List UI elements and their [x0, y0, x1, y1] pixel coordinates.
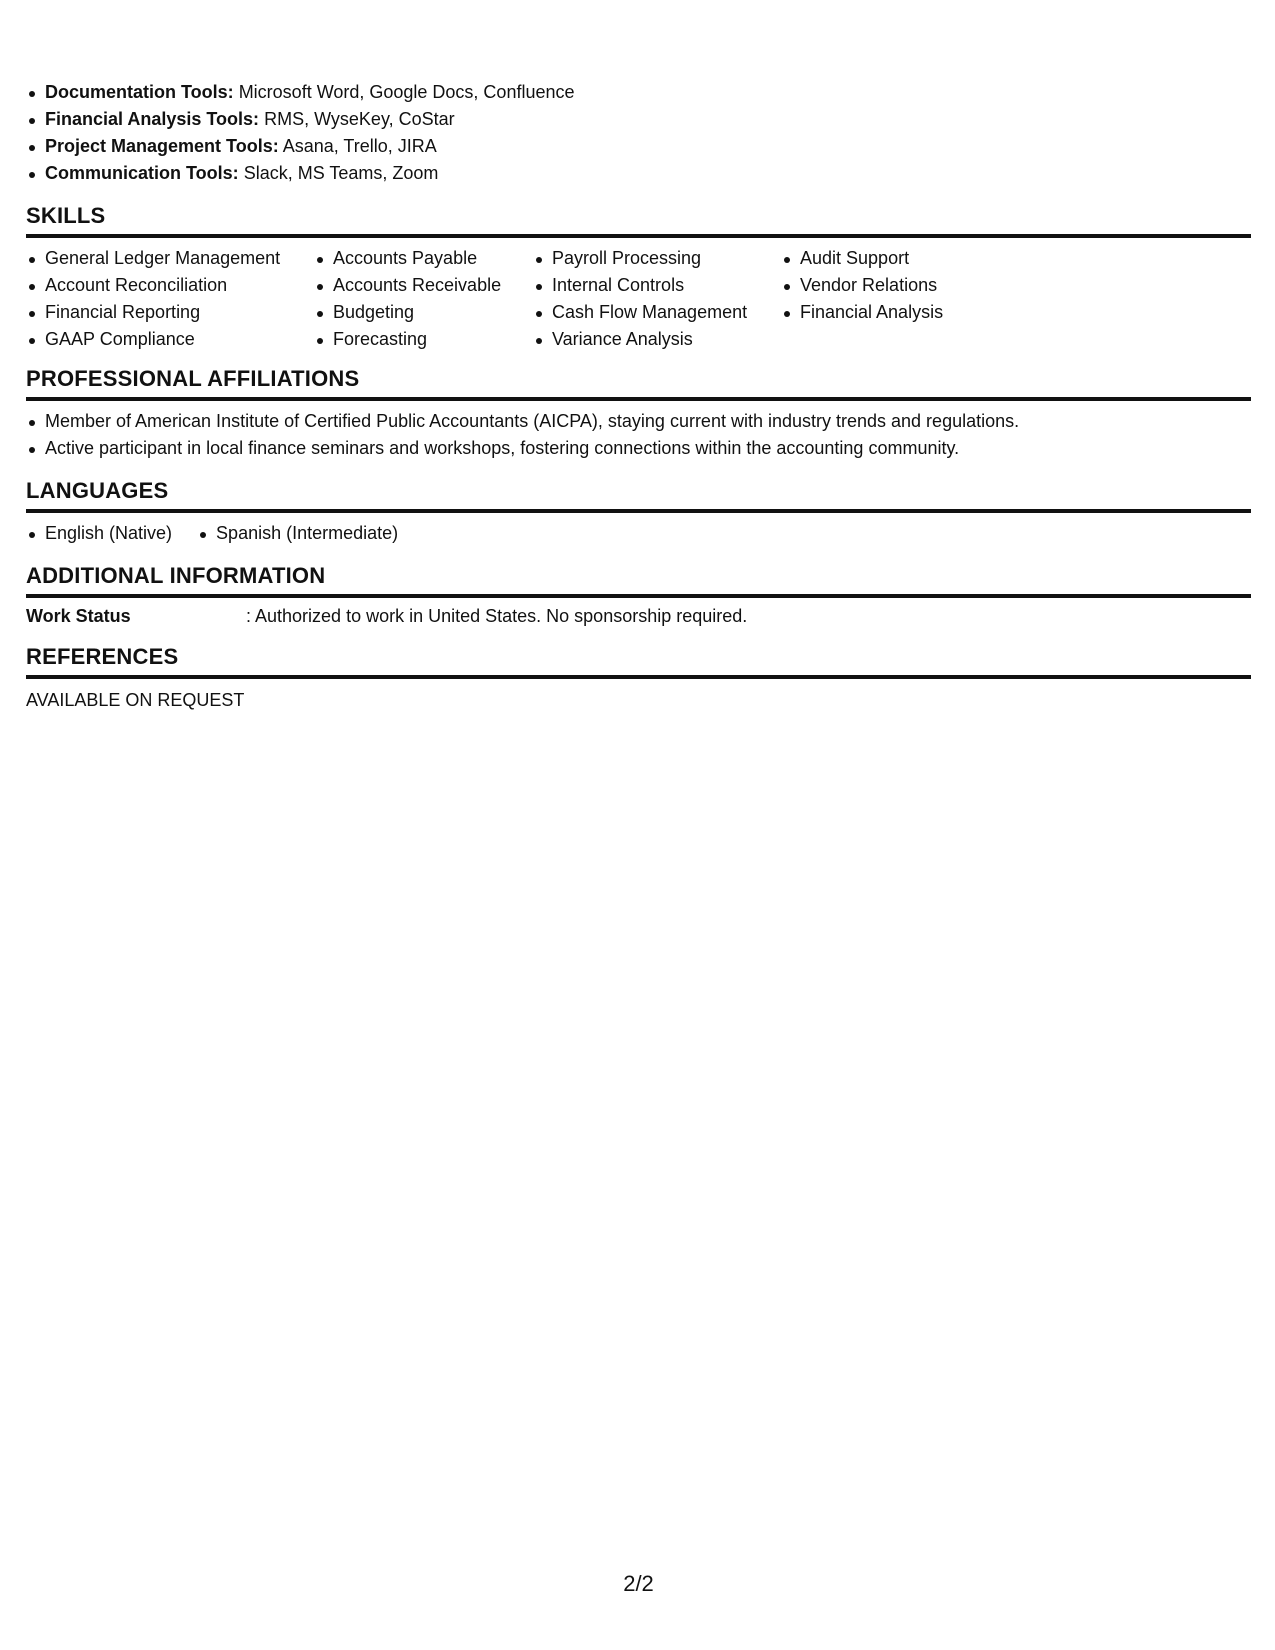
skill-item: Vendor Relations	[781, 272, 981, 299]
skill-item: Account Reconciliation	[26, 272, 314, 299]
languages-divider	[26, 509, 1251, 513]
skill-item: Internal Controls	[533, 272, 781, 299]
affiliation-item: Active participant in local finance seminars and workshops, fostering connections within the accounting community.	[26, 435, 1019, 462]
skills-column	[781, 245, 981, 353]
tools-item	[26, 79, 575, 106]
skill-item: Financial Analysis	[781, 299, 981, 326]
affiliations-heading: PROFESSIONAL AFFILIATIONS	[26, 366, 360, 391]
skill-item: Accounts Payable	[314, 245, 533, 272]
skill-item: Budgeting	[314, 299, 533, 326]
skill-item: Forecasting	[314, 326, 533, 353]
skills-column	[26, 245, 314, 353]
tools-item-label: Communication Tools:	[45, 163, 239, 183]
tools-item-label: Financial Analysis Tools:	[45, 109, 260, 129]
affiliation-item: Member of American Institute of Certified Public Accountants (AICPA), staying current with industry trends and regulations.	[26, 408, 1019, 435]
references-text: AVAILABLE ON REQUEST	[26, 690, 245, 710]
skill-item: Payroll Processing	[533, 245, 781, 272]
work-status-row	[26, 603, 747, 630]
tools-item-value: Microsoft Word, Google Docs, Confluence	[238, 82, 575, 102]
skill-item: Accounts Receivable	[314, 272, 533, 299]
tools-item	[26, 160, 575, 187]
tools-item-value: Asana, Trello, JIRA	[282, 136, 437, 156]
languages-heading: LANGUAGES	[26, 478, 169, 503]
work-status-value: : Authorized to work in United States. No sponsorship required.	[246, 606, 748, 626]
work-status-label: Work Status	[26, 606, 131, 626]
skill-item: Financial Reporting	[26, 299, 314, 326]
affiliations-list	[26, 408, 1019, 462]
references-divider	[26, 675, 1251, 679]
skill-item: GAAP Compliance	[26, 326, 314, 353]
tools-item-value: Slack, MS Teams, Zoom	[243, 163, 439, 183]
skill-item: General Ledger Management	[26, 245, 314, 272]
tools-item-label: Project Management Tools:	[45, 136, 279, 156]
skill-item: Variance Analysis	[533, 326, 781, 353]
tools-item	[26, 133, 575, 160]
skill-item: Audit Support	[781, 245, 981, 272]
skills-column	[533, 245, 781, 353]
skills-column	[314, 245, 533, 353]
skill-item: Cash Flow Management	[533, 299, 781, 326]
tools-list	[26, 79, 575, 187]
tools-item-label: Documentation Tools:	[45, 82, 234, 102]
additional-info-heading: ADDITIONAL INFORMATION	[26, 563, 326, 588]
tools-item	[26, 106, 575, 133]
skills-heading: SKILLS	[26, 203, 106, 228]
affiliations-divider	[26, 397, 1251, 401]
references-heading: REFERENCES	[26, 644, 179, 669]
languages-list	[26, 520, 423, 547]
tools-item-value: RMS, WyseKey, CoStar	[264, 109, 455, 129]
language-item: Spanish (Intermediate)	[197, 520, 398, 547]
page-number: 2/2	[623, 1571, 654, 1596]
skills-divider	[26, 234, 1251, 238]
additional-info-divider	[26, 594, 1251, 598]
language-item: English (Native)	[26, 520, 172, 547]
skills-grid	[26, 245, 981, 353]
resume-page	[26, 0, 1250, 1650]
